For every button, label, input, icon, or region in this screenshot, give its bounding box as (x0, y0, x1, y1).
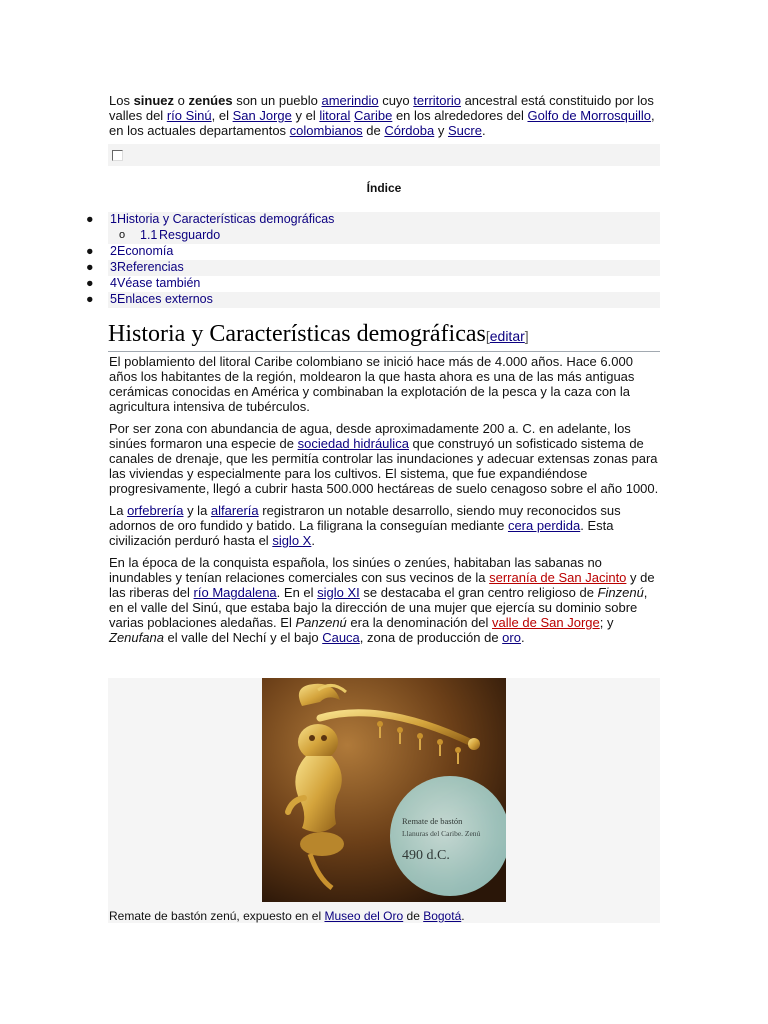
link-cera-perdida[interactable]: cera perdida (507, 518, 581, 533)
intro-text: y el (291, 108, 320, 123)
table-of-contents (86, 144, 660, 307)
section-heading (108, 319, 660, 352)
toc-item-referencias[interactable] (86, 260, 660, 276)
link-rio-magdalena[interactable]: río Magdalena (193, 585, 277, 600)
link-rio-sinu[interactable]: río Sinú (166, 108, 212, 123)
toc-item-vease-tambien[interactable] (86, 276, 660, 292)
paragraph-text: La (109, 503, 128, 518)
link-valle-de-san-jorge[interactable]: valle de San Jorge (492, 615, 600, 630)
link-museo-del-oro[interactable]: Museo del Oro (324, 909, 404, 923)
edit-section-link[interactable]: editar (489, 328, 525, 344)
paragraph-zona-agua (109, 421, 660, 496)
link-bogota[interactable]: Bogotá (423, 909, 462, 923)
italic-finzenu: Finzenú (597, 585, 644, 600)
section-body (109, 354, 660, 652)
paragraph-text: el valle del Nechí y el bajo (163, 630, 323, 645)
toc-item-number: 5 (110, 292, 117, 306)
intro-text: , el (211, 108, 233, 123)
toc-item-label[interactable]: Enlaces externos (117, 292, 213, 306)
gold-artifact-image[interactable] (262, 678, 506, 902)
intro-paragraph (109, 93, 660, 138)
toc-title: Índice (366, 181, 402, 195)
paragraph-orfebreria (109, 503, 660, 548)
hollow-bullet-icon: o (119, 229, 126, 241)
link-oro[interactable]: oro (502, 630, 521, 645)
intro-text: de (362, 123, 385, 138)
paragraph-text: era la denominación del (346, 615, 493, 630)
link-amerindio[interactable]: amerindio (321, 93, 379, 108)
link-orfebreria[interactable]: orfebrería (127, 503, 184, 518)
link-golfo-de-morrosquillo[interactable]: Golfo de Morrosquillo (527, 108, 652, 123)
link-serrania-de-san-jacinto[interactable]: serranía de San Jacinto (489, 570, 627, 585)
caption-text: . (461, 909, 465, 923)
paragraph-text: . Esta civilización perduró hasta el (109, 518, 614, 548)
paragraph-text: . (311, 533, 315, 548)
toc-item-enlaces-externos[interactable] (86, 292, 660, 308)
bullet-icon: ● (86, 276, 94, 290)
paragraph-text: ; y (599, 615, 614, 630)
toc-item-label[interactable]: Véase también (117, 276, 201, 290)
bullet-icon: ● (86, 292, 94, 306)
paragraph-text: , en el valle del Sinú, que estaba bajo la dirección de una mujer que ejercía su dominio sobre varias poblaciones aledañas. El (109, 585, 648, 630)
bullet-icon: ● (86, 244, 94, 258)
toc-item-economia[interactable] (86, 244, 660, 260)
figure-caption (109, 909, 465, 924)
paragraph-conquista (109, 555, 660, 645)
intro-bold-zenues: zenúes (188, 93, 233, 108)
toc-item-resguardo[interactable] (108, 228, 660, 244)
toc-item-number: 3 (110, 260, 117, 274)
paragraph-text: . En el (276, 585, 318, 600)
intro-text: . (481, 123, 486, 138)
link-alfareria[interactable]: alfarería (210, 503, 259, 518)
intro-text: cuyo (378, 93, 414, 108)
paragraph-text: , zona de producción de (359, 630, 503, 645)
link-caribe[interactable]: Caribe (354, 108, 393, 123)
badge-subtitle: Llanuras del Caribe. Zenú (402, 829, 481, 838)
link-sociedad-hidraulica[interactable]: sociedad hidráulica (297, 436, 409, 451)
intro-bold-sinuez: sinuez (133, 93, 175, 108)
toc-item-historia[interactable] (86, 212, 660, 228)
paragraph-text: que construyó un sofisticado sistema de canales de drenaje, que les permitía controlar las inundaciones y adecuar extensas zonas para las viviendas y especialmente para los cultivos. El sistema, que fue expandiéndose progresivamente, llegó a cubrir hasta 500.000 hectáreas de suelo cenagoso sobre el año 1000. (109, 436, 659, 496)
intro-text: son un pueblo (232, 93, 322, 108)
italic-zenufana: Zenufana (109, 630, 164, 645)
toc-toggle-checkbox[interactable] (112, 150, 123, 161)
toc-item-label[interactable]: Historia y Características demográficas (117, 212, 335, 226)
link-sucre[interactable]: Sucre (447, 123, 482, 138)
paragraph-poblamiento: El poblamiento del litoral Caribe colombiano se inició hace más de 4.000 años. Hace 6.000 años los habitantes de la región, moldearon la que hasta ahora es una de las más antiguas cerámicas conocidas en América y combinaban la explotación de la pesca y la caza con la agricultura intensiva de tubérculos. (109, 354, 635, 414)
link-san-jorge[interactable]: San Jorge (232, 108, 292, 123)
edit-section (486, 328, 529, 344)
toc-item-number: 1.1 (140, 228, 158, 242)
bullet-icon: ● (86, 212, 94, 226)
toc-item-number: 4 (110, 276, 117, 290)
paragraph-text: En la época de la conquista española, los sinúes o zenúes, habitaban las sabanas no inundables y tenían relaciones comerciales con sus vecinos de la (109, 555, 602, 585)
toc-list (86, 212, 660, 308)
intro-text: Los (109, 93, 134, 108)
link-litoral[interactable]: litoral (319, 108, 351, 123)
caption-text: Remate de bastón zenú, expuesto en el (109, 909, 325, 923)
link-cauca[interactable]: Cauca (322, 630, 360, 645)
toc-toggle-row (108, 144, 660, 166)
caption-text: de (403, 909, 424, 923)
link-colombianos[interactable]: colombianos (289, 123, 363, 138)
intro-text: ancestral está constituido por los valles del (109, 93, 654, 123)
link-siglo-xi[interactable]: siglo XI (317, 585, 360, 600)
paragraph-text: y de las riberas del (109, 570, 655, 600)
toc-item-number: 2 (110, 244, 117, 258)
badge-date: 490 d.C. (402, 848, 450, 863)
intro-text: , en los actuales departamentos (109, 108, 655, 138)
toc-item-label[interactable]: Referencias (117, 260, 184, 274)
link-territorio[interactable]: territorio (413, 93, 461, 108)
section-heading-text: Historia y Características demográficas (108, 321, 486, 347)
paragraph-text: registraron un notable desarrollo, siendo muy reconocidos sus adornos de oro fundido y batido. La filigrana la conseguían mediante (109, 503, 621, 533)
bullet-icon: ● (86, 260, 94, 274)
link-siglo-x[interactable]: siglo X (272, 533, 312, 548)
paragraph-text: Por ser zona con abundancia de agua, desde aproximadamente 200 a. C. en adelante, los sinúes formaron una especie de (109, 421, 631, 451)
toc-item-label[interactable]: Resguardo (159, 228, 221, 242)
paragraph-text: se destacaba el gran centro religioso de (359, 585, 598, 600)
figure-remate-de-baston (108, 678, 660, 923)
paragraph-text: y la (183, 503, 211, 518)
intro-text: en los alrededores del (392, 108, 528, 123)
toc-item-label[interactable]: Economía (117, 244, 174, 258)
badge-title: Remate de bastón (402, 816, 463, 826)
edit-bracket-close: ] (524, 328, 529, 344)
link-cordoba[interactable]: Córdoba (384, 123, 435, 138)
edit-bracket-open: [ (485, 328, 490, 344)
intro-text: y (434, 123, 448, 138)
italic-panzenu: Panzenú (295, 615, 347, 630)
toc-item-number: 1 (110, 212, 117, 226)
intro-text: o (174, 93, 189, 108)
paragraph-text: . (520, 630, 525, 645)
museum-label-badge (390, 776, 506, 896)
